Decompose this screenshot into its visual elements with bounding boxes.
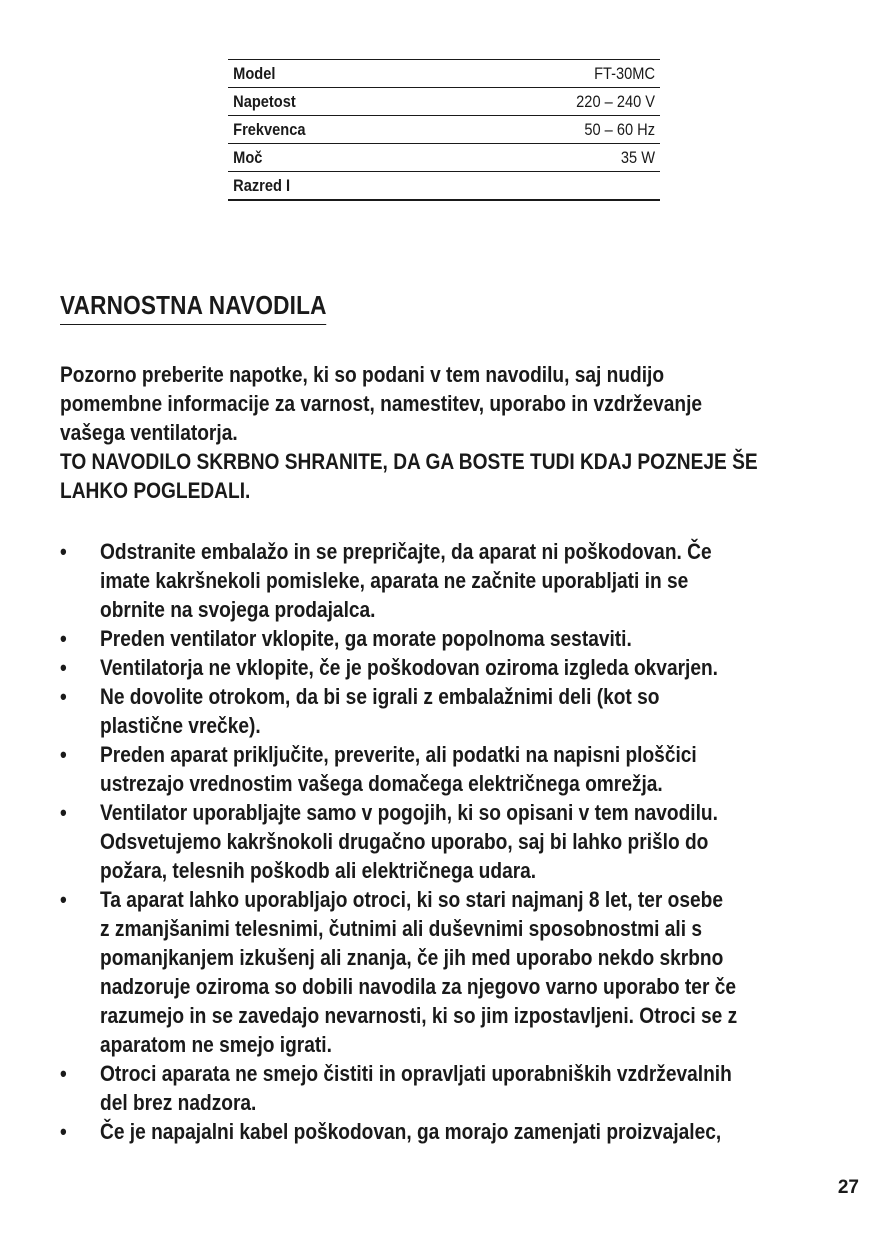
intro-paragraph: Pozorno preberite napotke, ki so podani v tem navodilu, saj nudijo pomembne informacije za varnost, namestitev, uporabo in vzdrževanje vašega ventilatorja. (60, 362, 703, 445)
list-item (60, 624, 826, 653)
list-item (60, 682, 826, 740)
list-item-text: Ta aparat lahko uporabljajo otroci, ki so stari najmanj 8 let, ter osebe z zmanjšanimi telesnimi, čutnimi ali duševnimi sposobnostmi ali s pomanjkanjem izkušenj ali znanja, če jih med uporabo nekdo skrbno nadzoruje oziroma so dobili navodila za njegovo varno uporabo ter če razumejo in se zavedajo nevarnosti, ki so jim izpostavljeni. Otroci se z aparatom ne smejo igrati. (100, 887, 738, 1057)
list-item (60, 740, 826, 798)
list-item-text: Ne dovolite otrokom, da bi se igrali z embalažnimi deli (kot so plastične vrečke). (100, 684, 660, 738)
bullet-icon: • (60, 887, 67, 912)
bullet-icon: • (60, 539, 67, 564)
list-item (60, 653, 826, 682)
bullet-icon: • (60, 800, 67, 825)
safety-list (60, 537, 826, 1146)
page-number: 27 (837, 1177, 859, 1198)
intro-block (60, 360, 826, 505)
keep-manual-warning: TO NAVODILO SKRBNO SHRANITE, DA GA BOSTE TUDI KDAJ POZNEJE ŠE LAHKO POGLEDALI. (60, 449, 758, 503)
spec-row-class (228, 172, 660, 201)
list-item-text: Če je napajalni kabel poškodovan, ga morajo zamenjati proizvajalec, (100, 1119, 722, 1144)
list-item-text: Ventilator uporabljajte samo v pogojih, ki so opisani v tem navodilu. Odsvetujemo kakršnokoli drugačno uporabo, saj bi lahko prišlo do požara, telesnih poškodb ali električnega udara. (100, 800, 718, 883)
spec-row-voltage (228, 88, 660, 116)
spec-row-model (228, 60, 660, 88)
bullet-icon: • (60, 1061, 67, 1086)
section-heading: VARNOSTNA NAVODILA (60, 288, 327, 325)
spec-label: Napetost (228, 88, 407, 116)
bullet-icon: • (60, 684, 67, 709)
spec-row-power (228, 144, 660, 172)
bullet-icon: • (60, 742, 67, 767)
spec-label: Model (228, 60, 407, 88)
list-item (60, 798, 826, 885)
list-item (60, 1059, 826, 1117)
list-item (60, 1117, 826, 1146)
spec-value: 50 – 60 Hz (467, 116, 660, 144)
spec-value: 35 W (467, 144, 660, 172)
spec-row-frequency (228, 116, 660, 144)
list-item-text: Otroci aparata ne smejo čistiti in opravljati uporabniških vzdrževalnih del brez nadzora. (100, 1061, 732, 1115)
safety-content (60, 360, 826, 1146)
list-item (60, 885, 826, 1059)
spec-table (228, 59, 660, 201)
spec-label: Frekvenca (228, 116, 407, 144)
bullet-icon: • (60, 626, 67, 651)
spec-value: 220 – 240 V (467, 88, 660, 116)
bullet-icon: • (60, 655, 67, 680)
bullet-icon: • (60, 1119, 67, 1144)
spec-label: Moč (228, 144, 407, 172)
spec-value: FT-30MC (467, 60, 660, 88)
list-item-text: Ventilatorja ne vklopite, če je poškodovan oziroma izgleda okvarjen. (100, 655, 719, 680)
list-item (60, 537, 826, 624)
list-item-text: Preden ventilator vklopite, ga morate popolnoma sestaviti. (100, 626, 632, 651)
list-item-text: Odstranite embalažo in se prepričajte, da aparat ni poškodovan. Če imate kakršnekoli pomisleke, aparata ne začnite uporabljati in se obrnite na svojega prodajalca. (100, 539, 712, 622)
list-item-text: Preden aparat priključite, preverite, ali podatki na napisni ploščici ustrezajo vrednostim vašega domačega električnega omrežja. (100, 742, 697, 796)
spec-value (467, 172, 660, 201)
spec-label: Razred I (233, 176, 291, 195)
